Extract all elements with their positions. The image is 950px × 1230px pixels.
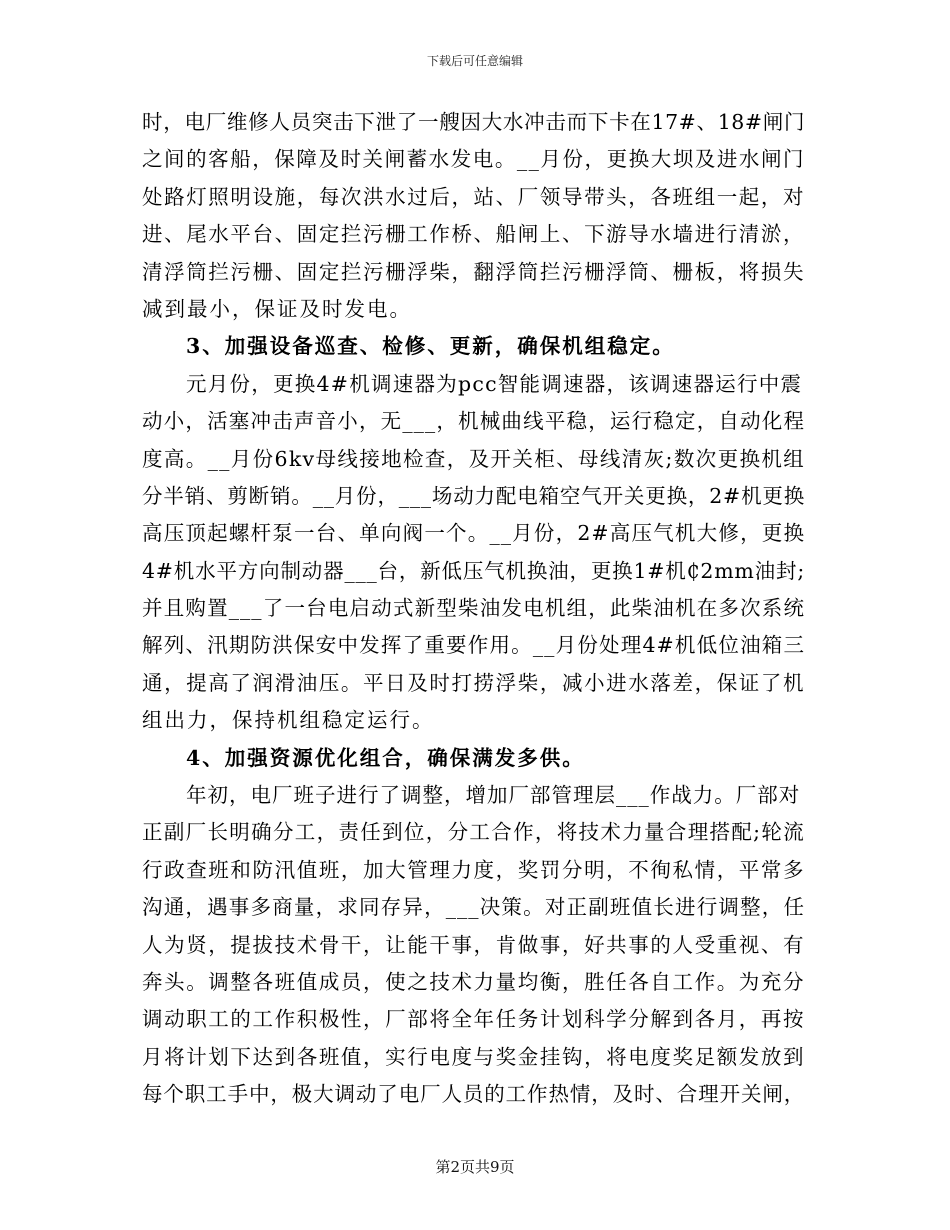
body-text-line: 调动职工的工作积极性，厂部将全年任务计划科学分解到各月，再按 (142, 1007, 805, 1032)
body-text-line: 度高。__月份6kv母线接地检查，及开关柜、母线清灰;数次更换机组 (142, 446, 805, 471)
page-footer: 第2页共9页 (435, 1158, 515, 1176)
body-text-line: 奔头。调整各班值成员，使之技术力量均衡，胜任各自工作。为充分 (142, 969, 805, 994)
body-text-line: 并且购置___了一台电启动式新型柴油发电机组，此柴油机在多次系统 (142, 596, 805, 621)
body-text-line: 分半销、剪断销。__月份，___场动力配电箱空气开关更换，2#机更换 (142, 483, 805, 508)
body-text-line: 进、尾水平台、固定拦污栅工作桥、船闸上、下游导水墙进行清淤， (142, 222, 805, 247)
body-text-line: 动小，活塞冲击声音小，无___，机械曲线平稳，运行稳定，自动化程 (142, 409, 805, 434)
section-heading: 3、加强设备巡查、检修、更新，确保机组稳定。 (186, 334, 675, 359)
document-body (142, 104, 805, 1114)
body-text-line: 人为贤，提拔技术骨干，让能干事，肯做事，好共事的人受重视、有 (142, 932, 805, 957)
body-text-line: 之间的客船，保障及时关闸蓄水发电。__月份，更换大坝及进水闸门 (142, 147, 805, 172)
body-text-line: 行政查班和防汛值班，加大管理力度，奖罚分明，不徇私情，平常多 (142, 857, 805, 882)
section-heading: 4、加强资源优化组合，确保满发多供。 (186, 745, 585, 770)
body-text-line: 4#机水平方向制动器___台，新低压气机换油，更换1#机₵2mm油封; (142, 558, 805, 583)
body-text-line: 解列、汛期防洪保安中发挥了重要作用。__月份处理4#机低位油箱三 (142, 633, 805, 658)
body-text-line: 月将计划下达到各班值，实行电度与奖金挂钩，将电度奖足额发放到 (142, 1044, 805, 1069)
page-header: 下载后可任意编辑 (426, 54, 523, 68)
paragraph-first-line: 元月份，更换4#机调速器为pcc智能调速器，该调速器运行中震 (186, 371, 803, 396)
paragraph-first-line: 年初，电厂班子进行了调整，增加厂部管理层___作战力。厂部对 (186, 783, 801, 808)
body-text-line: 减到最小，保证及时发电。 (142, 296, 412, 321)
body-text-line: 处路灯照明设施，每次洪水过后，站、厂领导带头，各班组一起，对 (142, 184, 805, 209)
body-text-line: 组出力，保持机组稳定运行。 (142, 708, 435, 733)
body-text-line: 每个职工手中，极大调动了电厂人员的工作热情，及时、合理开关闸， (142, 1082, 805, 1107)
body-text-line: 通，提高了润滑油压。平日及时打捞浮柴，减小进水落差，保证了机 (142, 670, 805, 695)
body-text-line: 沟通，遇事多商量，求同存异，___决策。对正副班值长进行调整，任 (142, 895, 805, 920)
body-text-line: 正副厂长明确分工，责任到位，分工合作，将技术力量合理搭配;轮流 (142, 820, 805, 845)
body-text-line: 清浮筒拦污栅、固定拦污栅浮柴，翻浮筒拦污栅浮筒、栅板，将损失 (142, 259, 805, 284)
body-text-line: 时，电厂维修人员突击下泄了一艘因大水冲击而下卡在17#、18#闸门 (142, 110, 805, 134)
body-text-line: 高压顶起螺杆泵一台、单向阀一个。__月份，2#高压气机大修，更换 (142, 521, 805, 546)
